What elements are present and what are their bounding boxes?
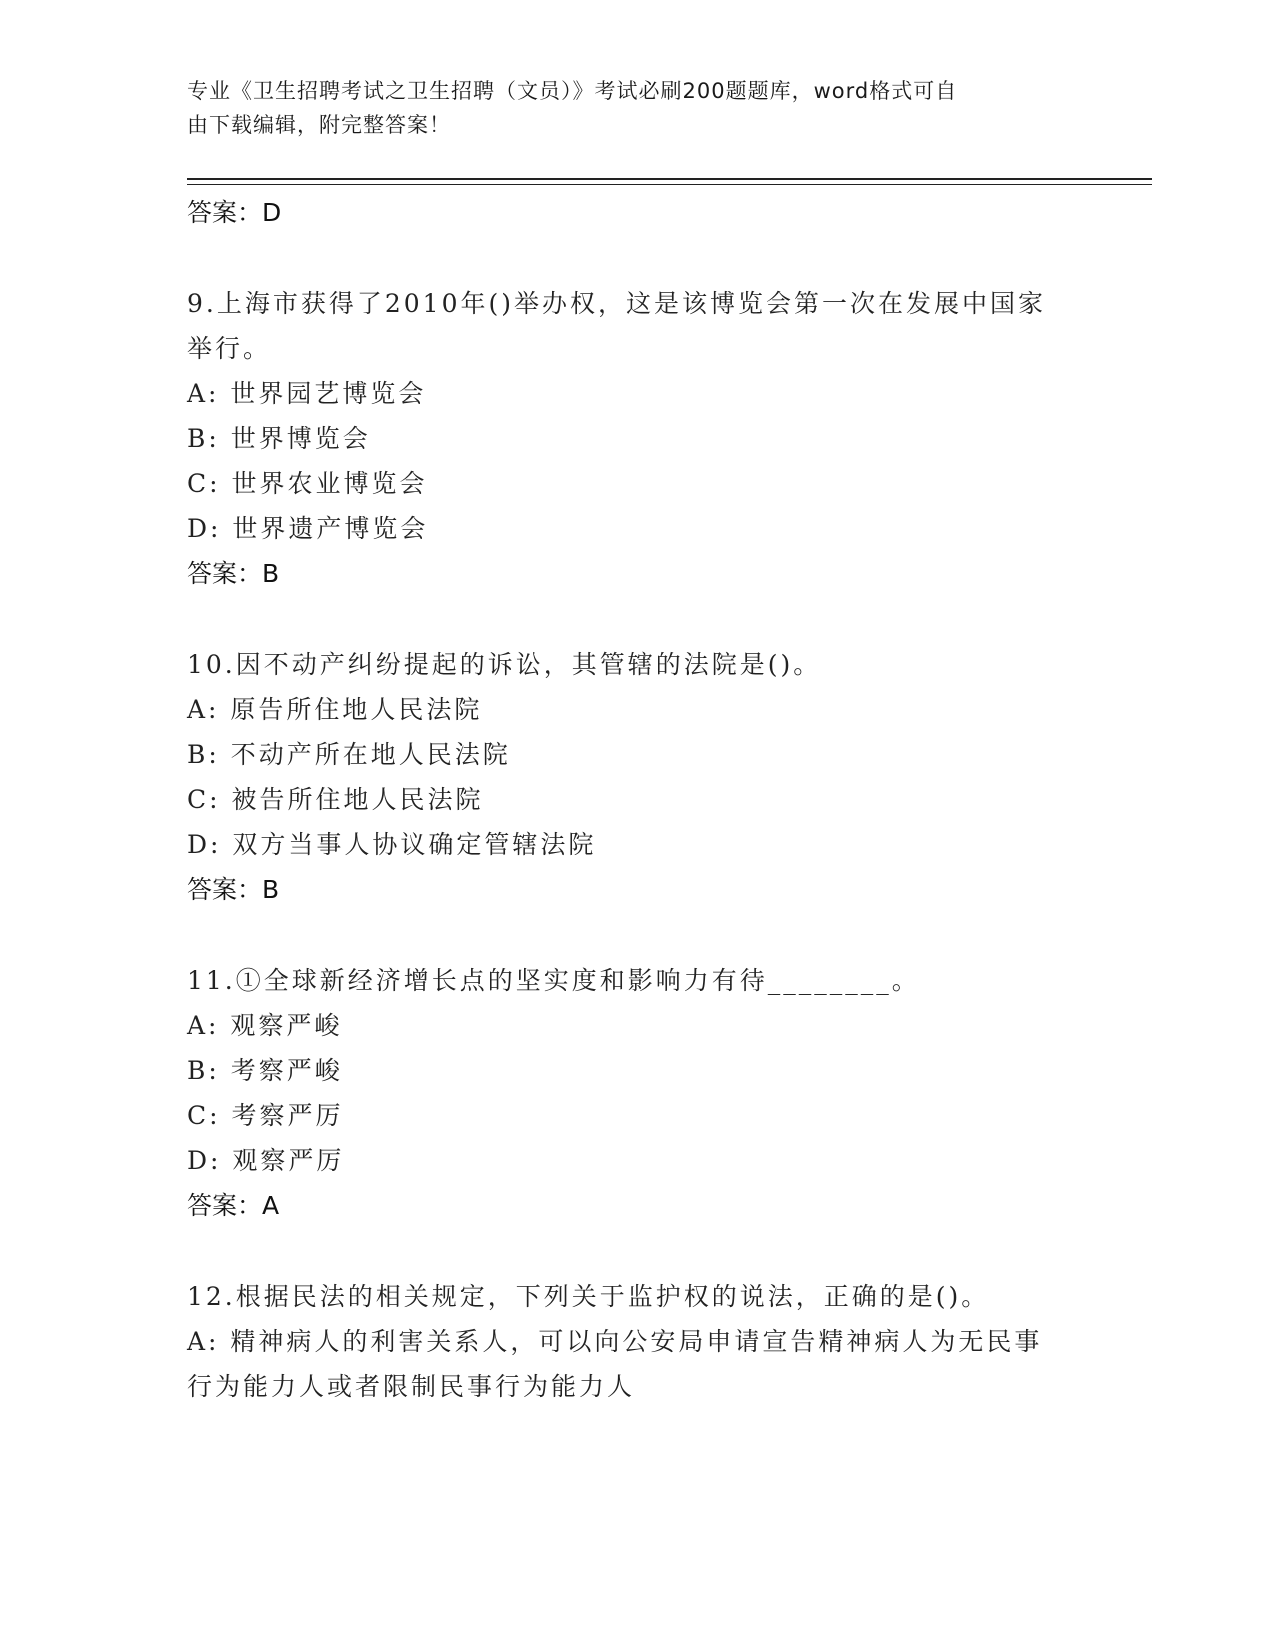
answer-line: 答案：B [187,559,280,588]
question-text: 12.根据民法的相关规定，下列关于监护权的说法，正确的是()。 [187,1282,990,1311]
option-c: C: 世界农业博览会 [187,469,428,498]
question-block-12 [187,1274,1087,1409]
question-text: 10.因不动产纠纷提起的诉讼，其管辖的法院是()。 [187,650,822,679]
answer-line: 答案：D [187,198,282,227]
spacer [187,912,1087,958]
spacer [187,1228,1087,1274]
answer-line: 答案：B [187,875,280,904]
header-line-1: 专业《卫生招聘考试之卫生招聘（文员）》考试必刷200题题库，word格式可自 [187,79,958,103]
question-text: 11.①全球新经济增长点的坚实度和影响力有待________。 [187,966,920,995]
option-a-cont: 行为能力人或者限制民事行为能力人 [187,1372,636,1401]
option-c: C: 被告所住地人民法院 [187,785,484,814]
spacer [187,235,1087,281]
question-block-11 [187,958,1087,1228]
option-a: A: 世界园艺博览会 [187,379,427,408]
option-b: B: 世界博览会 [187,424,371,453]
option-d: D: 观察严厉 [187,1146,345,1175]
question-text: 9.上海市获得了2010年()举办权，这是该博览会第一次在发展中国家 [187,289,1046,318]
header-divider-thin [187,184,1152,185]
option-a: A: 精神病人的利害关系人，可以向公安局申请宣告精神病人为无民事 [187,1327,1043,1356]
option-a: A: 观察严峻 [187,1011,343,1040]
option-a: A: 原告所住地人民法院 [187,695,483,724]
option-c: C: 考察严厉 [187,1101,344,1130]
option-d: D: 双方当事人协议确定管辖法院 [187,830,597,859]
question-block-10 [187,642,1087,912]
question-list [187,190,1087,1409]
answer-line: 答案：A [187,1191,280,1220]
spacer [187,596,1087,642]
header-divider-thick [187,178,1152,180]
option-d: D: 世界遗产博览会 [187,514,429,543]
question-block-9 [187,281,1087,596]
header-line-2: 由下载编辑，附完整答案！ [187,113,451,137]
page-header [187,74,1067,142]
option-b: B: 考察严峻 [187,1056,343,1085]
option-b: B: 不动产所在地人民法院 [187,740,511,769]
question-text-cont: 举行。 [187,334,272,363]
